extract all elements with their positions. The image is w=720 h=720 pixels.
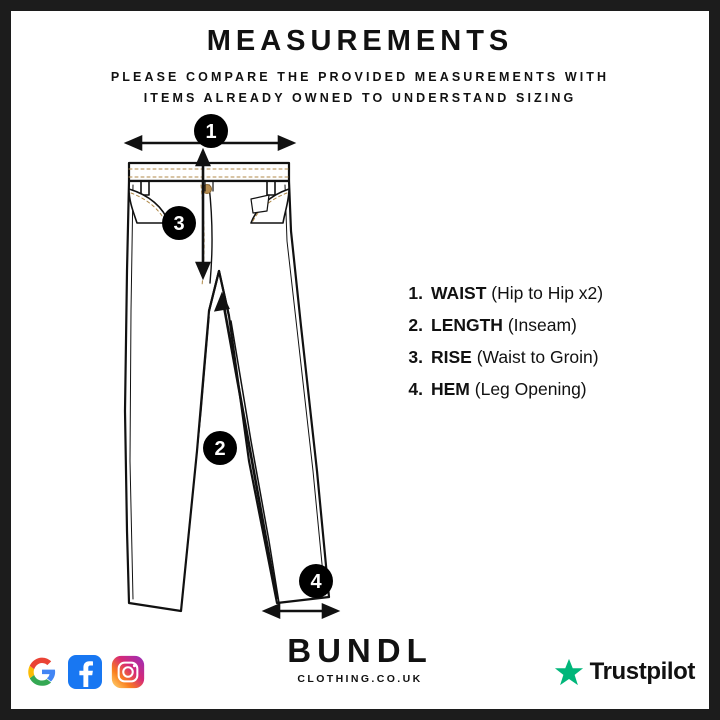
legend-label: HEM xyxy=(431,378,470,399)
svg-text:4: 4 xyxy=(310,571,322,593)
brand-logo xyxy=(287,634,432,685)
legend-note: (Hip to Hip x2) xyxy=(486,283,604,303)
star-icon xyxy=(554,657,584,687)
measurement-legend xyxy=(403,283,693,411)
trustpilot-badge[interactable] xyxy=(554,657,695,687)
jeans-diagram xyxy=(71,111,401,631)
footer xyxy=(11,621,709,699)
legend-note: (Leg Opening) xyxy=(469,378,587,399)
legend-label: RISE xyxy=(431,346,472,367)
google-icon[interactable] xyxy=(25,655,59,689)
brand-name: BUNDL xyxy=(287,632,433,669)
marker-4 xyxy=(299,564,333,598)
facebook-icon[interactable] xyxy=(68,655,102,689)
svg-text:2: 2 xyxy=(214,438,226,460)
list-item xyxy=(403,347,693,369)
svg-text:1: 1 xyxy=(205,121,217,143)
legend-number: 4. xyxy=(408,378,423,399)
brand-domain: CLOTHING.CO.UK xyxy=(297,673,423,685)
list-item xyxy=(403,315,693,337)
poster-canvas xyxy=(11,11,709,709)
page-title: MEASUREMENTS xyxy=(206,25,514,57)
social-links xyxy=(25,655,145,689)
list-item xyxy=(403,379,693,401)
legend-label: WAIST xyxy=(431,283,487,303)
marker-3 xyxy=(162,206,196,240)
legend-number: 2. xyxy=(408,314,423,335)
legend-number: 3. xyxy=(408,346,423,367)
page-subtitle xyxy=(11,67,709,108)
legend-number: 1. xyxy=(408,283,423,303)
legend-note: (Waist to Groin) xyxy=(471,346,599,367)
list-item xyxy=(403,283,693,305)
instagram-icon[interactable] xyxy=(111,655,145,689)
header xyxy=(11,25,709,108)
marker-1 xyxy=(194,114,228,148)
legend-note: (Inseam) xyxy=(502,314,577,335)
trustpilot-label: Trustpilot xyxy=(589,658,695,685)
subtitle-line-2: ITEMS ALREADY OWNED TO UNDERSTAND SIZING xyxy=(143,90,577,105)
subtitle-line-1: PLEASE COMPARE THE PROVIDED MEASUREMENTS WITH xyxy=(110,70,610,84)
svg-text:3: 3 xyxy=(173,213,185,235)
legend-label: LENGTH xyxy=(431,314,503,335)
marker-2 xyxy=(203,431,237,465)
